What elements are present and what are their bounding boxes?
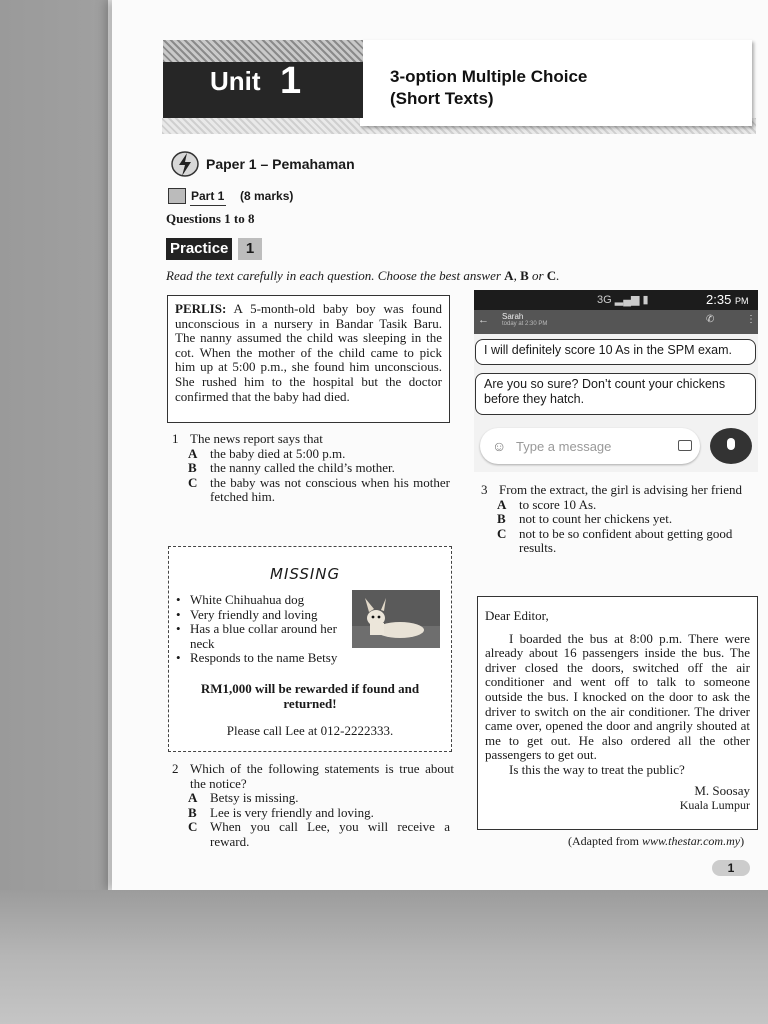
instructions xyxy=(166,268,559,284)
question-number: 1 xyxy=(172,431,179,446)
question-stem: The news report says that xyxy=(190,431,323,446)
option-letter: C xyxy=(497,525,507,541)
unit-block xyxy=(163,62,363,118)
option-text: to score 10 As. xyxy=(519,496,597,512)
option-letter: B xyxy=(497,511,506,527)
list-item: Responds to the name Betsy xyxy=(190,650,338,666)
letter-location: Kuala Lumpur xyxy=(679,798,750,813)
question-stem: From the extract, the girl is advising her friend xyxy=(499,482,742,497)
lightning-icon xyxy=(170,150,200,178)
letter-closing: Is this the way to treat the public? xyxy=(509,761,685,777)
instructions-comma: , xyxy=(513,268,521,283)
letter-signature: M. Soosay xyxy=(694,782,750,798)
questions-range: Questions 1 to 8 xyxy=(166,211,255,226)
option-letter: C xyxy=(188,474,198,490)
dog-photo xyxy=(352,590,440,648)
option-text: the baby was not conscious when his mother fetched him. xyxy=(210,474,450,505)
source-prefix: (Adapted from xyxy=(568,834,642,848)
status-time xyxy=(706,292,748,307)
unit-title-line-2: (Short Texts) xyxy=(390,89,494,108)
missing-details-list: • White Chihuahua dog • Very friendly and loving • Has a blue collar around her neck • Responds to the name Betsy xyxy=(176,593,366,666)
practice-number: 1 xyxy=(238,238,262,260)
news-place: PERLIS: xyxy=(175,301,227,316)
option-letter: A xyxy=(497,496,507,512)
emoji-icon[interactable]: ☺ xyxy=(492,438,507,454)
contact-text: Please call Lee at 012-2222333. xyxy=(226,723,394,738)
part-label: Part 1 xyxy=(191,189,225,203)
option-letter: C xyxy=(188,819,198,835)
question-2 xyxy=(172,762,454,850)
mic-icon xyxy=(727,438,735,450)
list-item: Very friendly and loving xyxy=(190,606,318,622)
option-text: Betsy is missing. xyxy=(210,790,299,806)
instructions-option-c: C xyxy=(546,268,557,283)
back-arrow-icon[interactable]: ← xyxy=(478,314,489,326)
page-number: 1 xyxy=(712,860,750,876)
instructions-option-b: B xyxy=(520,268,529,283)
list-item: White Chihuahua dog xyxy=(190,592,305,607)
option-text: not to be so confident about getting good results. xyxy=(519,525,733,556)
unit-number: 1 xyxy=(280,60,302,102)
time-value: 2:35 xyxy=(706,292,732,307)
option-text: not to count her chickens yet. xyxy=(519,511,673,527)
question-3 xyxy=(481,483,761,556)
instructions-or: or xyxy=(528,268,547,283)
option-text: Lee is very friendly and loving. xyxy=(210,804,374,820)
banner-stripes xyxy=(163,40,363,62)
source-site: www.thestar.com.my xyxy=(641,834,741,848)
time-suffix: PM xyxy=(734,296,749,306)
question-stem: Which of the following statements is true about the notice? xyxy=(190,761,454,791)
question-number: 3 xyxy=(481,482,488,497)
question-number: 2 xyxy=(172,761,179,776)
book-icon xyxy=(168,188,186,204)
letter-salutation: Dear Editor, xyxy=(485,608,549,623)
reward-text: RM1,000 will be rewarded if found and returned! xyxy=(200,681,420,711)
source-credit xyxy=(568,834,744,849)
unit-title-line-1: 3-option Multiple Choice xyxy=(390,67,588,86)
paper-title: Paper 1 – Pemahaman xyxy=(206,156,355,172)
last-seen: today at 2:30 PM xyxy=(502,321,548,327)
received-message: Are you so sure? Don’t count your chickens before they hatch. xyxy=(475,373,756,415)
unit-label: Unit xyxy=(210,66,261,96)
instructions-text: Read the text carefully in each question. Choose the best answer xyxy=(166,268,505,283)
network-label: 3G xyxy=(597,294,612,306)
contact-name[interactable] xyxy=(502,312,547,327)
network-indicator: 3G ▂▄▆ ▮ xyxy=(597,294,649,306)
part-underline xyxy=(190,205,226,206)
option-text: When you call Lee, you will receive a reward. xyxy=(210,819,450,849)
instructions-option-a: A xyxy=(504,268,514,283)
option-letter: B xyxy=(188,460,197,476)
contact-label: Sarah xyxy=(502,312,524,321)
letter-body: I boarded the bus at 8:00 p.m. There were already about 16 passengers inside the bus. The driver closed the doors, switched off the air conditioner and went off to talk to someone outside the bus. I knocked on the door to ask the driver to switch on the air conditioner. The driver came over, opened the door and angrily shouted at me to get out. He also ordered all the other passengers to get out. xyxy=(485,630,750,763)
question-1 xyxy=(172,432,452,505)
option-letter: B xyxy=(188,804,197,820)
missing-title: MISSING xyxy=(270,565,341,583)
option-letter: A xyxy=(188,445,198,461)
option-text: the baby died at 5:00 p.m. xyxy=(210,445,346,461)
letter-box xyxy=(477,596,758,830)
unit-title xyxy=(390,66,587,110)
camera-icon[interactable] xyxy=(678,440,692,451)
menu-icon[interactable]: ⋮ xyxy=(746,314,756,325)
news-text: A 5-month-old baby boy was found unconscious in a nursery in Bandar Tasik Baru. The nanny assumed the child was sleeping in the cot. When the mother of the child came to pick him up at 5:00 p.m., she found him unconscious. She rushed him to the hospital but the doctor confirmed that the baby had died. xyxy=(175,301,442,404)
message-placeholder: Type a message xyxy=(516,439,612,454)
scanner-bed xyxy=(0,890,768,1024)
option-text: the nanny called the child’s mother. xyxy=(210,460,395,476)
part-marks: (8 marks) xyxy=(240,189,294,203)
source-suffix: ) xyxy=(740,834,745,848)
list-item: Has a blue collar around her neck xyxy=(190,621,337,651)
sent-message: I will definitely score 10 As in the SPM exam. xyxy=(475,339,756,365)
call-icon[interactable]: ✆ xyxy=(706,314,715,325)
practice-badge: Practice xyxy=(166,238,232,260)
option-letter: A xyxy=(188,790,198,806)
news-report-box xyxy=(167,295,450,423)
instructions-end: . xyxy=(556,268,560,283)
